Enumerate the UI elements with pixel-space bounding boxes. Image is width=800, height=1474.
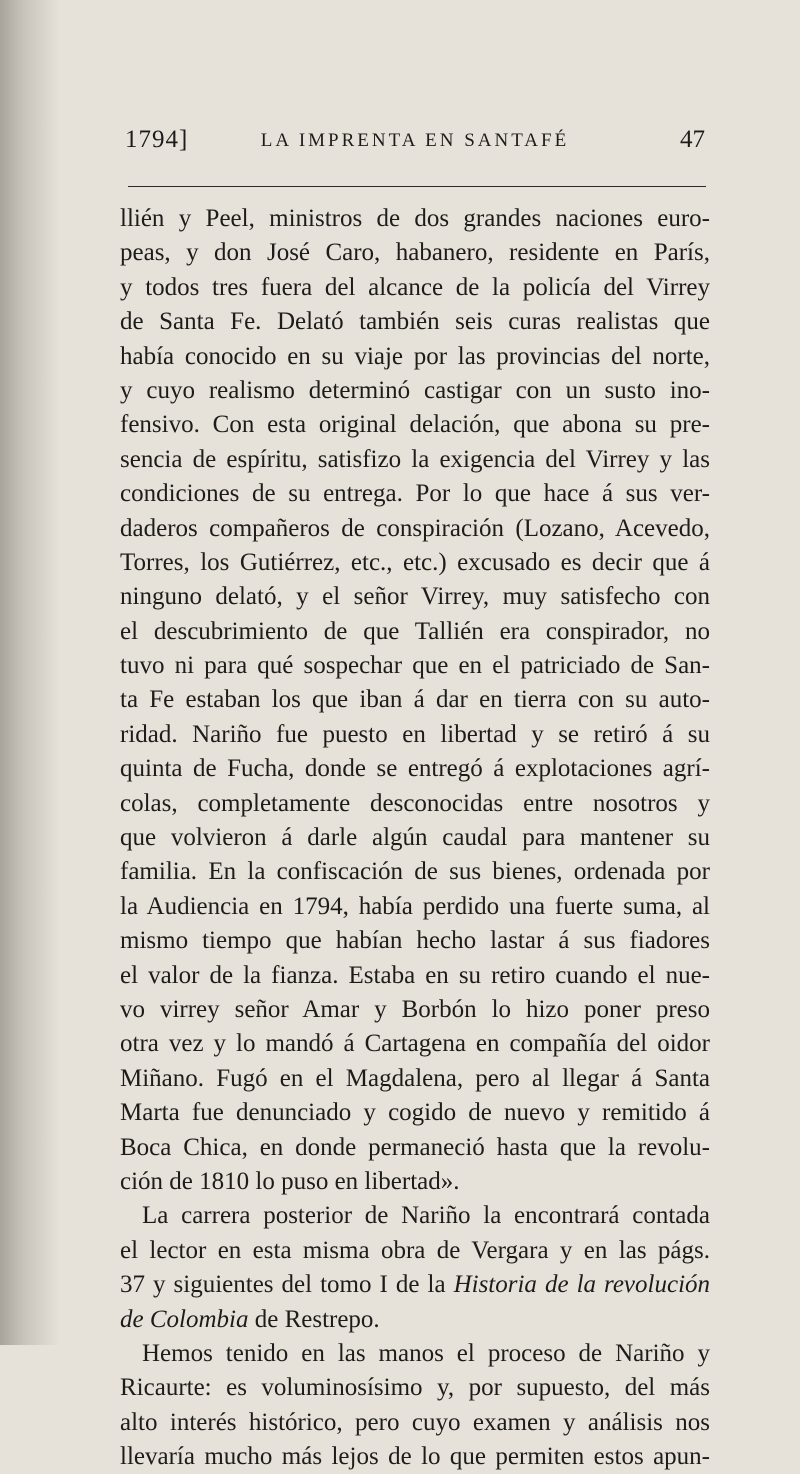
text-line: ridad. Nariño fue puesto en libertad y se retiró á su — [120, 720, 710, 748]
text-line-with-title — [120, 1303, 710, 1337]
text-line: Miñano. Fugó en el Magdalena, pero al llegar á Santa — [120, 1064, 710, 1092]
text-line: peas, y don José Caro, habanero, residente en París, — [120, 239, 710, 267]
text-line: y todos tres fuera del alcance de la policía del Virrey — [120, 273, 710, 301]
text-line: había conocido en su viaje por las provincias del norte, — [120, 342, 710, 370]
text-fragment: de Restrepo. — [248, 1305, 380, 1333]
text-line: colas, completamente desconocidas entre nosotros y — [120, 789, 710, 817]
running-head — [125, 126, 705, 160]
text-line: alto interés histórico, pero cuyo examen y análisis nos — [120, 1408, 710, 1436]
book-title-italic: de Colombia — [120, 1305, 249, 1333]
text-line: Hemos tenido en las manos el proceso de Nariño y — [142, 1339, 710, 1367]
text-line: sencia de espíritu, satisfizo la exigencia del Virrey y las — [120, 445, 710, 473]
text-line: Boca Chica, en donde permaneció hasta que la revolu- — [120, 1133, 710, 1161]
text-line: mismo tiempo que habían hecho lastar á sus fiadores — [120, 927, 710, 955]
running-title: LA IMPRENTA EN SANTAFÉ — [260, 130, 570, 151]
text-line: tuvo ni para qué sospechar que en el patriciado de San- — [120, 652, 710, 680]
text-line: de Santa Fe. Delató también seis curas realistas que — [120, 308, 710, 336]
text-line: ción de 1810 lo puso en libertad». — [120, 1167, 460, 1195]
text-line: el lector en esta misma obra de Vergara y en las págs. — [120, 1236, 710, 1264]
text-line: y cuyo realismo determinó castigar con un susto ino- — [120, 376, 710, 404]
text-line: Marta fue denunciado y cogido de nuevo y remitido á — [120, 1099, 710, 1127]
text-line: otra vez y lo mandó á Cartagena en compañía del oidor — [120, 1030, 710, 1058]
text-line: llién y Peel, ministros de dos grandes naciones euro- — [120, 205, 710, 232]
page-number: 47 — [680, 126, 705, 153]
header-rule — [128, 186, 706, 187]
text-line: ta Fe estaban los que iban á dar en tierra con su auto- — [120, 686, 710, 714]
text-line: La carrera posterior de Nariño la encontrará contada — [142, 1202, 710, 1230]
text-line: el valor de la fianza. Estaba en su retiro cuando el nue- — [120, 961, 710, 989]
text-line: daderos compañeros de conspiración (Lozano, Acevedo, — [120, 514, 710, 542]
text-line: quinta de Fucha, donde se entregó á explotaciones agrí- — [120, 755, 710, 783]
text-fragment: 37 y siguientes del tomo I de la — [120, 1271, 446, 1299]
left-folio: 1794] — [125, 126, 189, 153]
text-line: ninguno delató, y el señor Virrey, muy satisfecho con — [120, 583, 710, 611]
text-line: Ricaurte: es voluminosísimo y, por supuesto, del más — [120, 1374, 710, 1402]
text-line: llevaría mucho más lejos de lo que permiten estos apun- — [120, 1443, 710, 1471]
text-line: la Audiencia en 1794, había perdido una fuerte suma, al — [120, 892, 710, 920]
text-line-with-title — [120, 1268, 710, 1302]
text-line: vo virrey señor Amar y Borbón lo hizo poner preso — [120, 995, 710, 1023]
text-line: fensivo. Con esta original delación, que abona su pre- — [120, 411, 710, 439]
body-text — [120, 202, 710, 1474]
text-line: familia. En la confiscación de sus bienes, ordenada por — [120, 858, 710, 886]
text-line: Torres, los Gutiérrez, etc., etc.) excusado es decir que á — [120, 548, 710, 576]
text-line: el descubrimiento de que Tallién era conspirador, no — [120, 617, 710, 645]
book-title-italic: Historia de la revolución — [453, 1271, 711, 1299]
text-line: condiciones de su entrega. Por lo que hace á sus ver- — [120, 480, 710, 508]
text-line: que volvieron á darle algún caudal para mantener su — [120, 824, 710, 852]
